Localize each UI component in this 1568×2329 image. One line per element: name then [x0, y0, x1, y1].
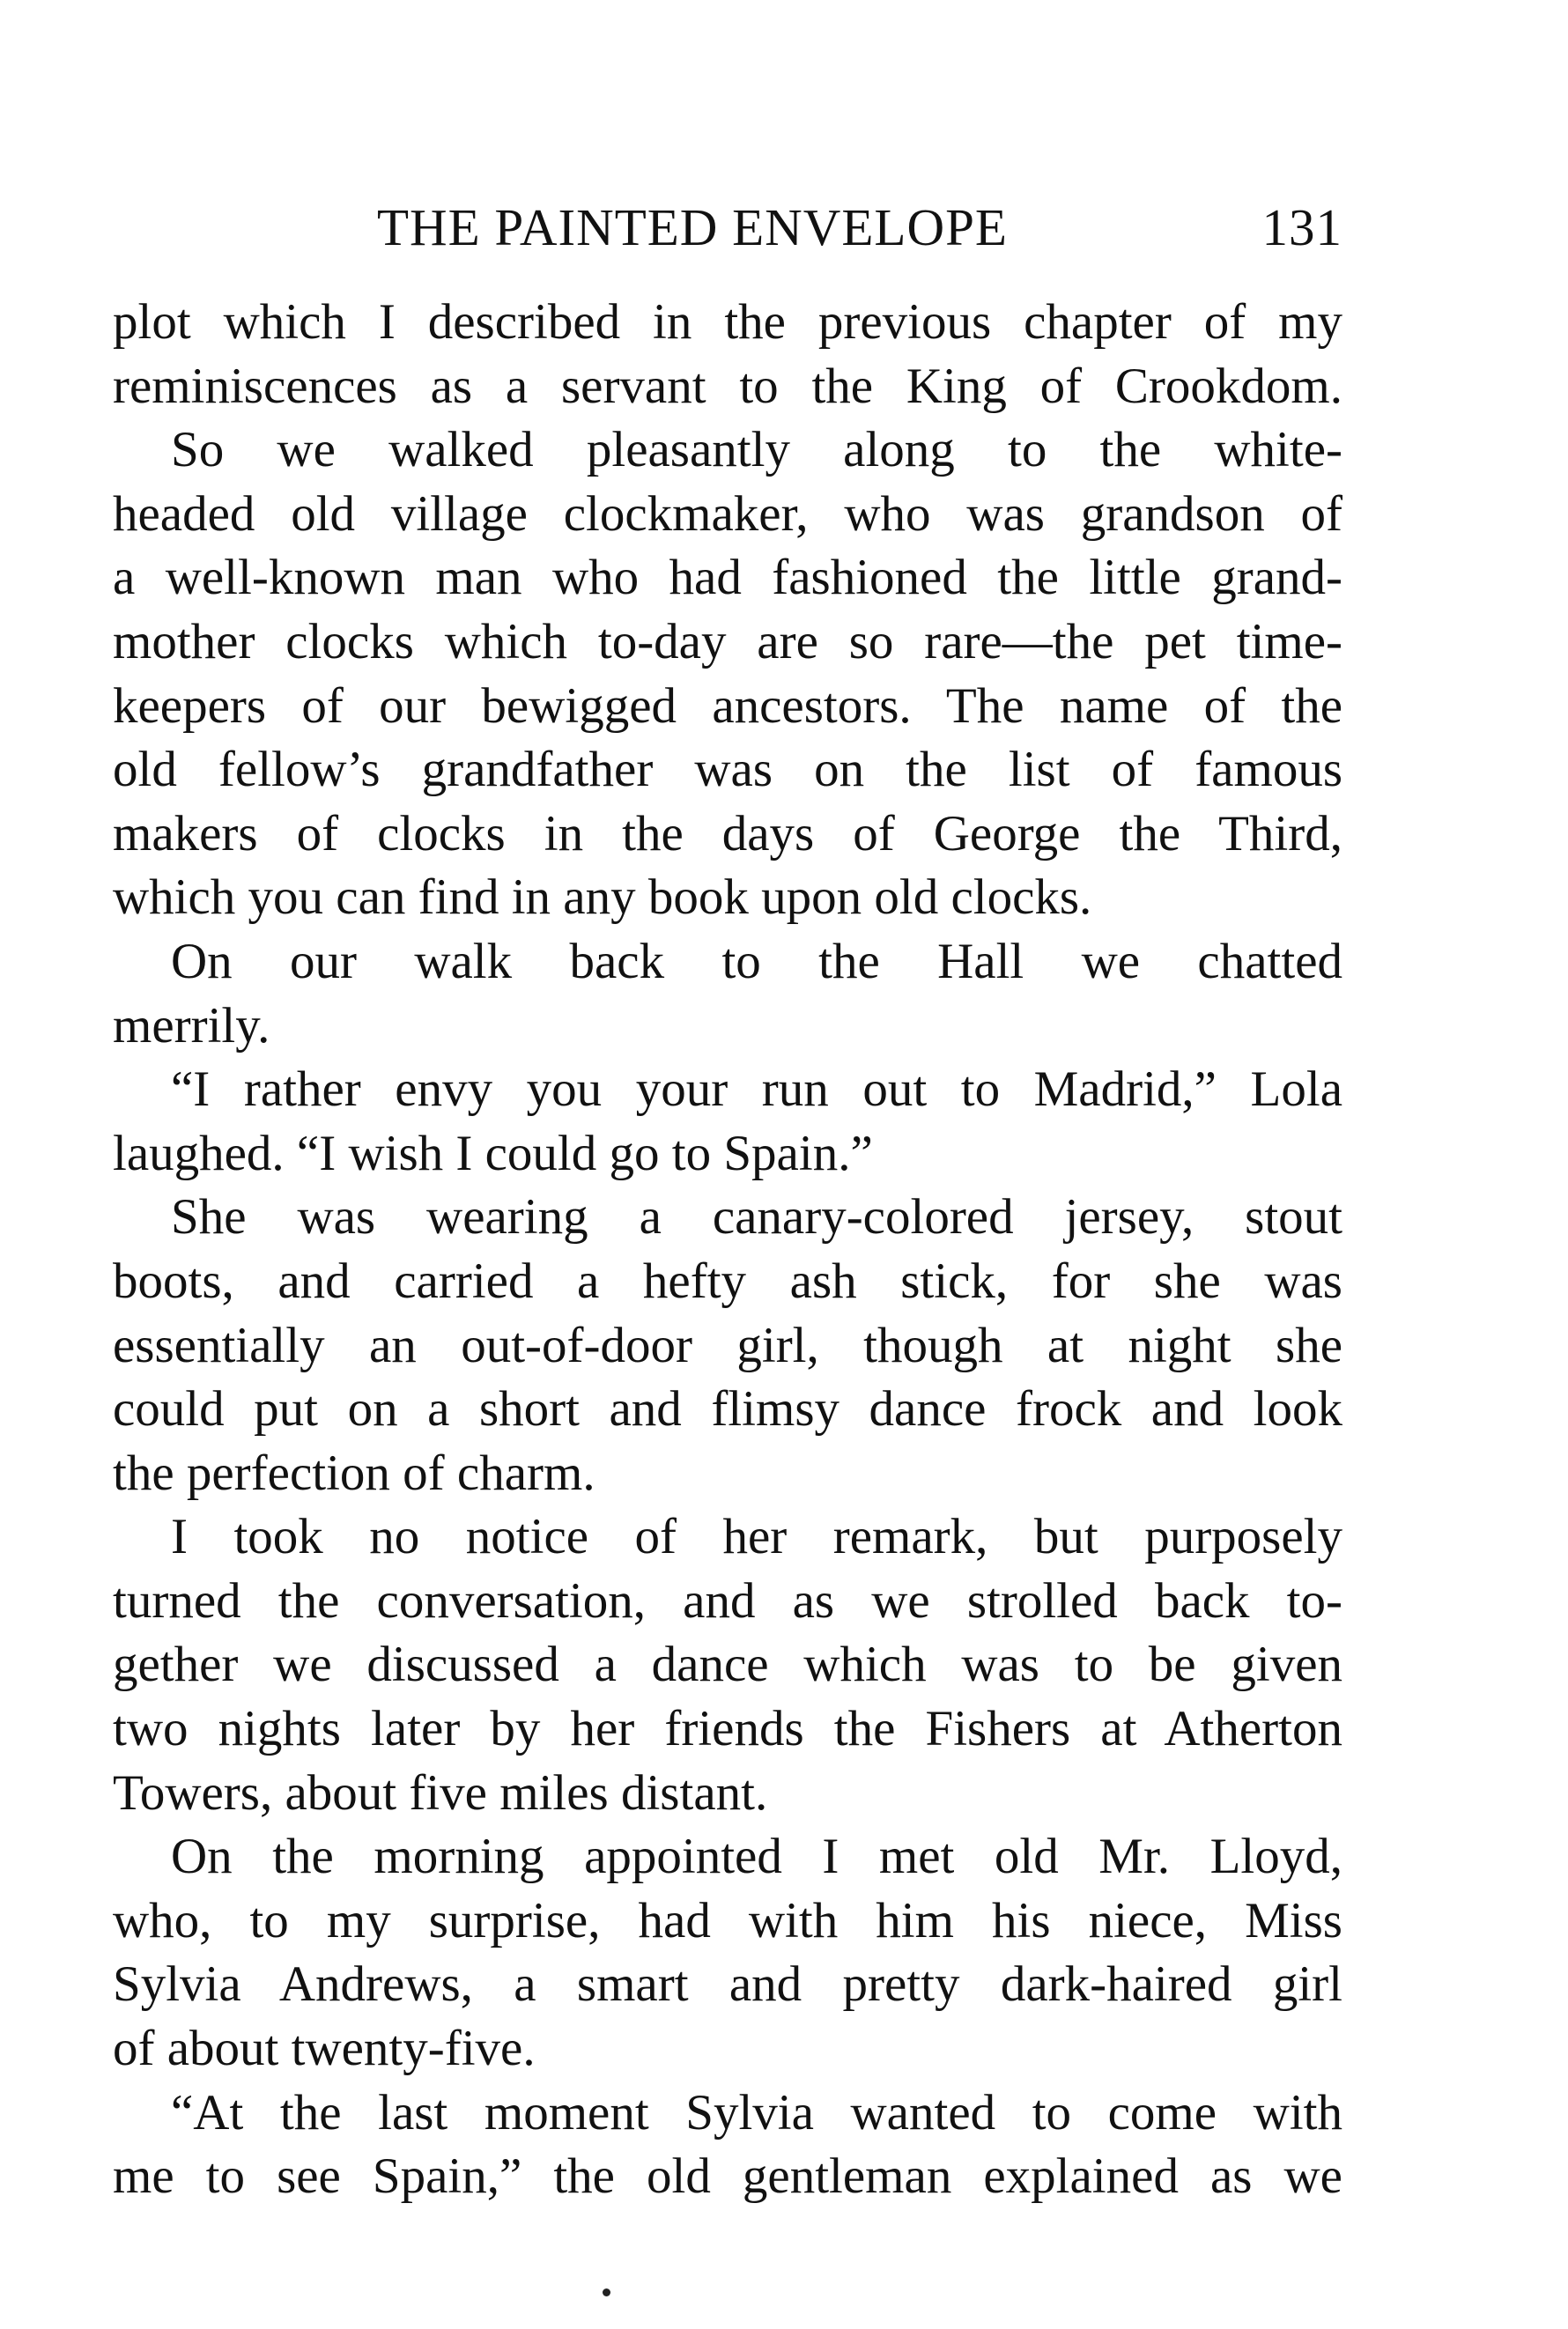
- running-title: THE PAINTED ENVELOPE: [377, 198, 1008, 256]
- text-line: headed old village clockmaker, who was grandson of: [113, 485, 1342, 542]
- text-line: On the morning appointed I met old Mr. Lloyd,: [171, 1829, 1342, 1885]
- body-text: [113, 291, 1342, 2209]
- text-line: reminiscences as a servant to the King of Crookdom.: [113, 358, 1342, 414]
- text-line: could put on a short and flimsy dance frock and look: [113, 1381, 1342, 1438]
- text-line: makers of clocks in the days of George the Third,: [113, 805, 1342, 861]
- text-line: of about twenty-five.: [113, 2021, 536, 2077]
- text-line: who, to my surprise, had with him his niece, Miss: [113, 1892, 1342, 1948]
- text-line: which you can find in any book upon old clocks.: [113, 869, 1092, 926]
- text-line: I took no notice of her remark, but purposely: [171, 1509, 1342, 1565]
- text-line: the perfection of charm.: [113, 1445, 595, 1501]
- text-line: On our walk back to the Hall we chatted: [171, 933, 1342, 989]
- text-line: Towers, about five miles distant.: [113, 1764, 768, 1821]
- text-line: So we walked pleasantly along to the white-: [171, 422, 1342, 478]
- text-line: laughed. “I wish I could go to Spain.”: [113, 1125, 873, 1181]
- text-line: “At the last moment Sylvia wanted to come with: [171, 2084, 1342, 2140]
- text-line: old fellow’s grandfather was on the list of famous: [113, 742, 1342, 798]
- text-line: a well-known man who had fashioned the little grand-: [113, 550, 1342, 606]
- text-line: mother clocks which to-day are so rare—the pet time-: [113, 613, 1342, 669]
- text-line: “I rather envy you your run out to Madrid,” Lola: [171, 1061, 1342, 1118]
- text-line: boots, and carried a hefty ash stick, for she was: [113, 1253, 1342, 1309]
- text-line: She was wearing a canary-colored jersey, stout: [171, 1189, 1342, 1246]
- text-line: me to see Spain,” the old gentleman explained as we: [113, 2148, 1342, 2205]
- text-line: merrily.: [113, 997, 270, 1054]
- text-line: two nights later by her friends the Fishers at Atherton: [113, 1701, 1342, 1757]
- text-line: gether we discussed a dance which was to be given: [113, 1637, 1342, 1693]
- text-line: plot which I described in the previous chapter of my: [113, 294, 1342, 350]
- text-line: Sylvia Andrews, a smart and pretty dark-haired girl: [113, 1956, 1342, 2013]
- printer-mark-dot: [603, 2288, 610, 2296]
- text-line: turned the conversation, and as we strolled back to-: [113, 1572, 1342, 1629]
- text-line: keepers of our bewigged ancestors. The name of the: [113, 677, 1342, 734]
- page-number: 131: [1261, 198, 1342, 256]
- text-line: essentially an out-of-door girl, though at night she: [113, 1317, 1342, 1373]
- running-head: [113, 192, 1342, 262]
